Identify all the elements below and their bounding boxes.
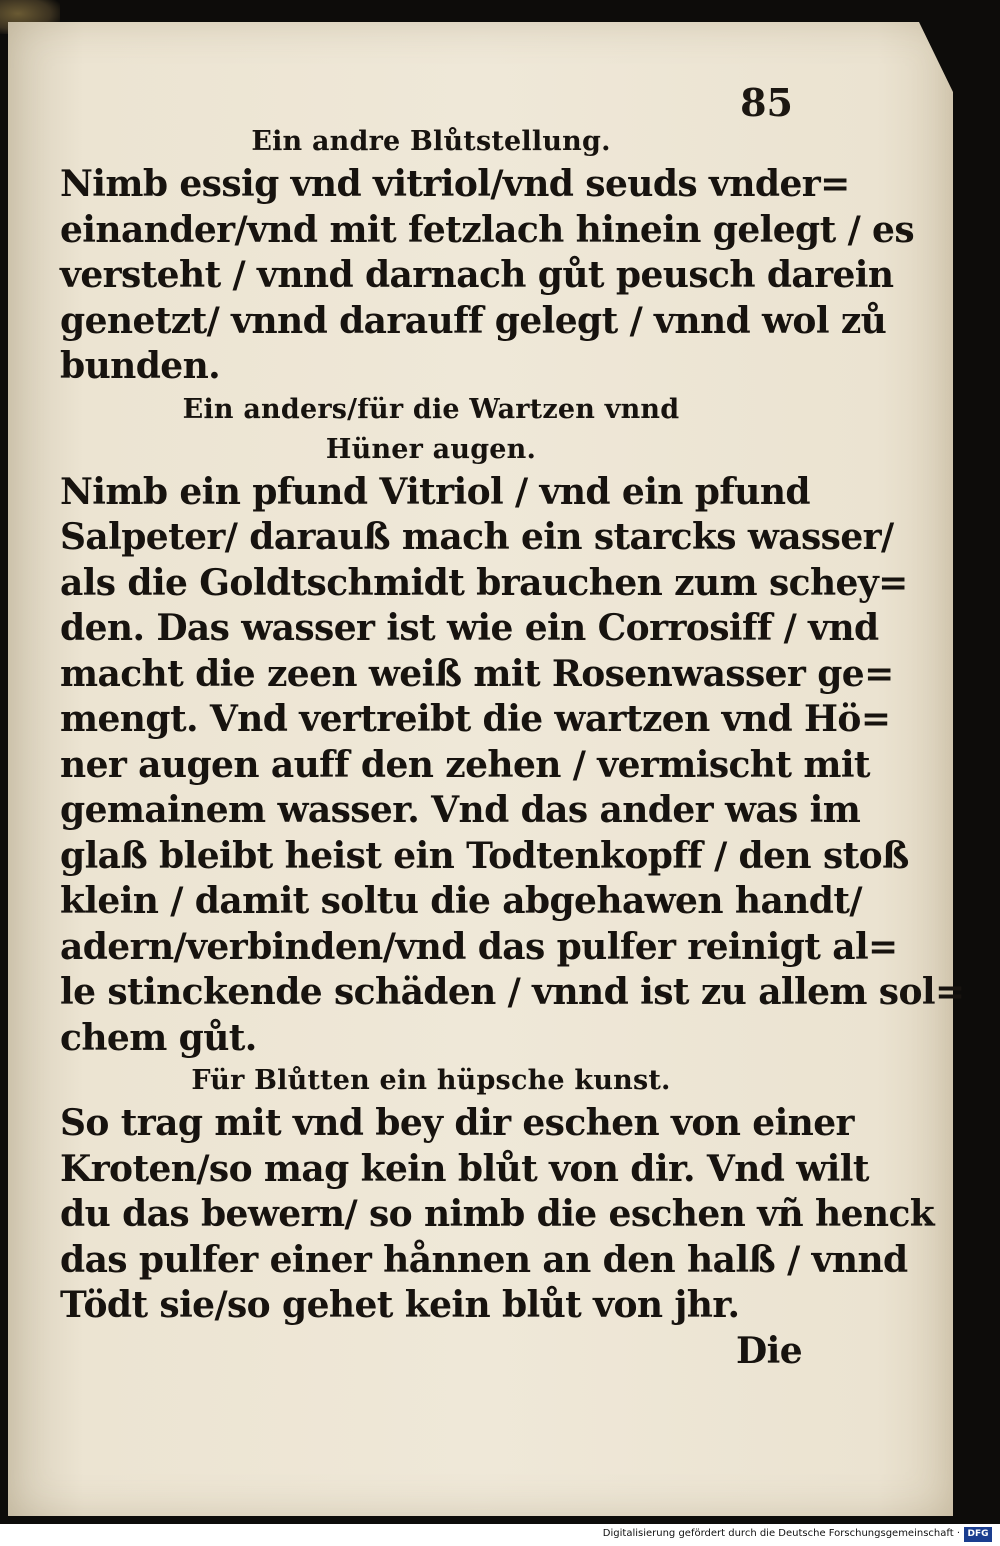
text-line: ner augen auff den zehen / vermischt mit [60,743,870,786]
page-corner-fold [919,22,953,92]
text-line: So trag mit vnd bey dir eschen von einer [60,1102,854,1144]
section-blutten [60,1061,935,1329]
text-line: genetzt/ vnnd darauff gelegt / vnnd wol zů [60,299,887,342]
text-line: le stinckende schäden / vnnd ist zu allem sol= [60,971,965,1013]
text-line: du das bewern/ so nimb die eschen vñ henck [60,1193,935,1235]
catchword: Die [736,1329,802,1372]
text-line: als die Goldtschmidt brauchen zum schey= [60,561,908,604]
section-heading: Hüner augen. [325,433,537,465]
text-line: Nimb essig vnd vitriol/vnd seuds vnder= [60,163,850,205]
text-line: Nimb ein pfund Vitriol / vnd ein pfund [60,470,810,513]
section-heading: Für Blůtten ein hüpsche kunst. [191,1065,671,1096]
text-line: das pulfer einer hånnen an den halß / vnnd [60,1238,908,1281]
text-line: glaß bleibt heist ein Todtenkopff / den stoß [60,834,909,877]
funding-credit: Digitalisierung gefördert durch die Deutsche Forschungsgemeinschaft · [602,1528,960,1539]
text-line: gemainem wasser. Vnd das ander was im [60,789,861,831]
text-line: bunden. [60,345,221,387]
text-line: Tödt sie/so gehet kein blůt von jhr. [60,1284,740,1326]
text-line: mengt. Vnd vertreibt die wartzen vnd Hö= [60,698,891,740]
text-line: Salpeter/ darauß mach ein starcks wasser/ [60,516,894,558]
text-line: den. Das wasser ist wie ein Corrosiff / vnd [60,607,879,649]
text-line: klein / damit soltu die abgehawen handt/ [60,880,862,922]
text-line: chem gůt. [60,1016,257,1059]
text-line: versteht / vnnd darnach gůt peusch darein [60,254,894,296]
text-line: einander/vnd mit fetzlach hinein gelegt / es [60,208,915,251]
dfg-logo-icon: DFG [964,1527,992,1542]
text-line: adern/verbinden/vnd das pulfer reinigt al= [60,925,898,968]
footer-bar [0,1524,1000,1546]
page-text [60,122,965,1374]
page-number: 85 [740,80,793,125]
section-heading: Ein anders/für die Wartzen vnnd [182,393,680,425]
section-wartzen [60,390,965,1062]
section-heading: Ein andre Blůtstellung. [251,126,611,157]
section-blutstellung [60,122,915,390]
text-line: Kroten/so mag kein blůt von dir. Vnd wilt [60,1147,869,1190]
book-page [8,22,965,1516]
text-line: macht die zeen weiß mit Rosenwasser ge= [60,652,894,695]
